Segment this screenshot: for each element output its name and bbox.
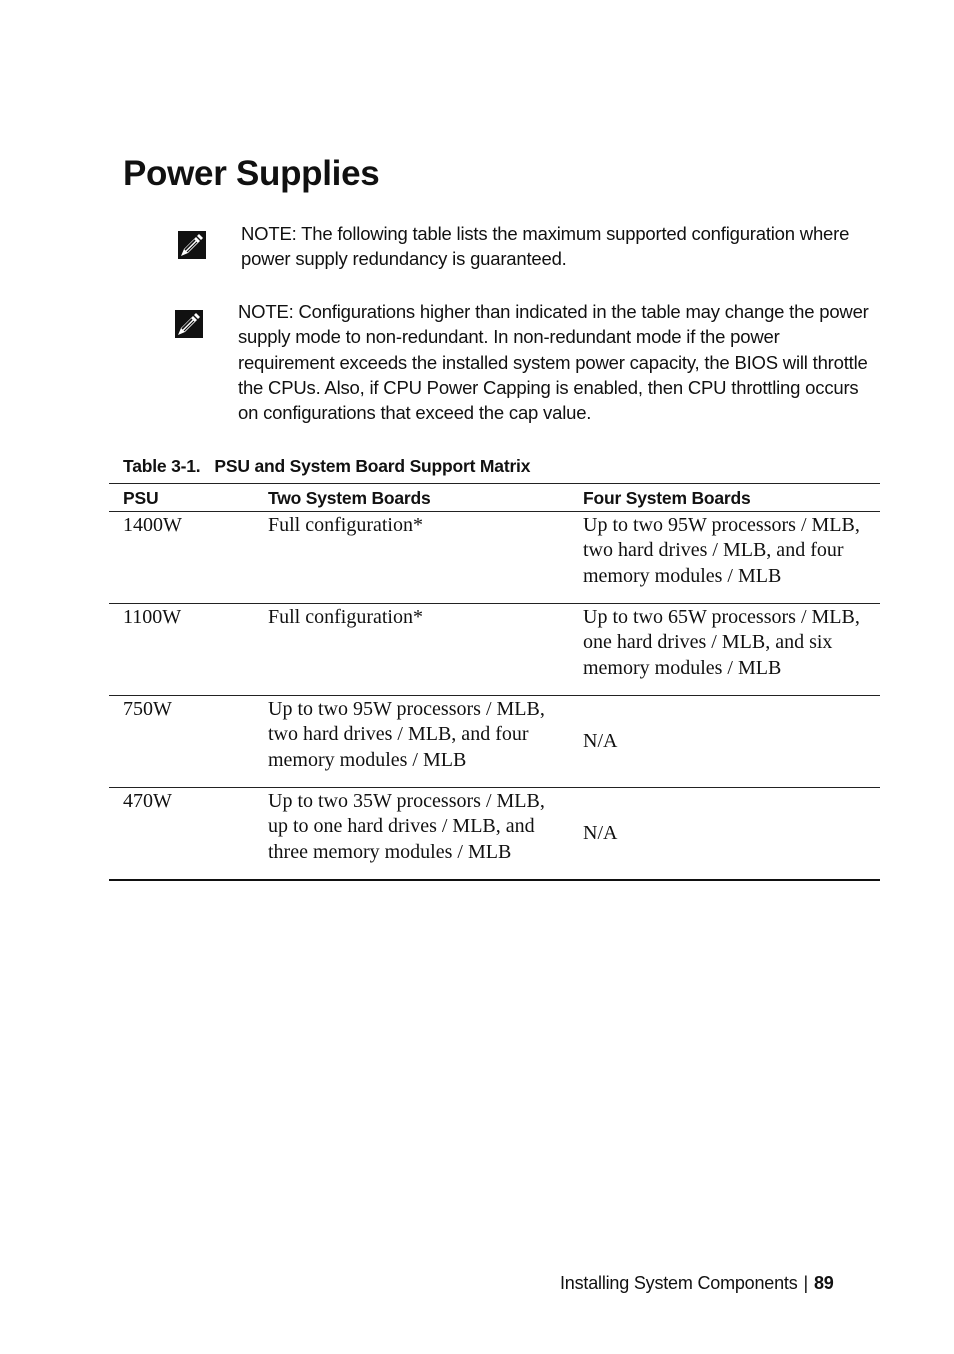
note-label: NOTE:: [238, 301, 294, 322]
cell-psu: 1400W: [109, 512, 255, 604]
table-header-row: [109, 484, 880, 512]
note-pencil-icon: [177, 230, 207, 260]
table-row: [109, 788, 880, 881]
cell-two-boards: Full configuration*: [255, 512, 569, 604]
table-caption: Table 3-1. PSU and System Board Support Matrix: [123, 456, 531, 476]
cell-psu: 750W: [109, 696, 255, 788]
table-row: [109, 604, 880, 696]
cell-two-boards: Full configuration*: [255, 604, 569, 696]
page-number: 89: [814, 1273, 834, 1293]
footer-section-title: Installing System Components: [560, 1273, 798, 1293]
cell-four-boards: N/A: [569, 788, 880, 881]
note-redundancy: [241, 221, 881, 272]
page-footer: [560, 1271, 834, 1295]
cell-psu: 1100W: [109, 604, 255, 696]
table-row: [109, 696, 880, 788]
note-non-redundant: [238, 299, 878, 425]
cell-four-boards: Up to two 65W processors / MLB, one hard drives / MLB, and six memory modules / MLB: [569, 604, 880, 696]
column-header-four-boards: Four System Boards: [569, 484, 880, 512]
column-header-two-boards: Two System Boards: [255, 484, 569, 512]
note-text: Configurations higher than indicated in the table may change the power supply mode to non-redundant. In non-redundant mode if the power requirement exceeds the installed system power capacity, the BIOS will throttle the CPUs. Also, if CPU Power Capping is enabled, then CPU throttling occurs on configurations that exceed the cap value.: [238, 301, 869, 424]
cell-four-boards: N/A: [569, 696, 880, 788]
psu-support-matrix: [109, 483, 880, 881]
page-title: Power Supplies: [123, 154, 380, 193]
cell-two-boards: Up to two 95W processors / MLB, two hard drives / MLB, and four memory modules / MLB: [255, 696, 569, 788]
table-row: [109, 512, 880, 604]
column-header-psu: PSU: [109, 484, 255, 512]
note-pencil-icon: [174, 309, 204, 339]
cell-four-boards: Up to two 95W processors / MLB, two hard drives / MLB, and four memory modules / MLB: [569, 512, 880, 604]
cell-psu: 470W: [109, 788, 255, 881]
footer-separator: |: [803, 1273, 808, 1293]
note-label: NOTE:: [241, 223, 297, 244]
cell-two-boards: Up to two 35W processors / MLB, up to one hard drives / MLB, and three memory modules / MLB: [255, 788, 569, 881]
note-text: The following table lists the maximum supported configuration where power supply redundancy is guaranteed.: [241, 223, 850, 270]
